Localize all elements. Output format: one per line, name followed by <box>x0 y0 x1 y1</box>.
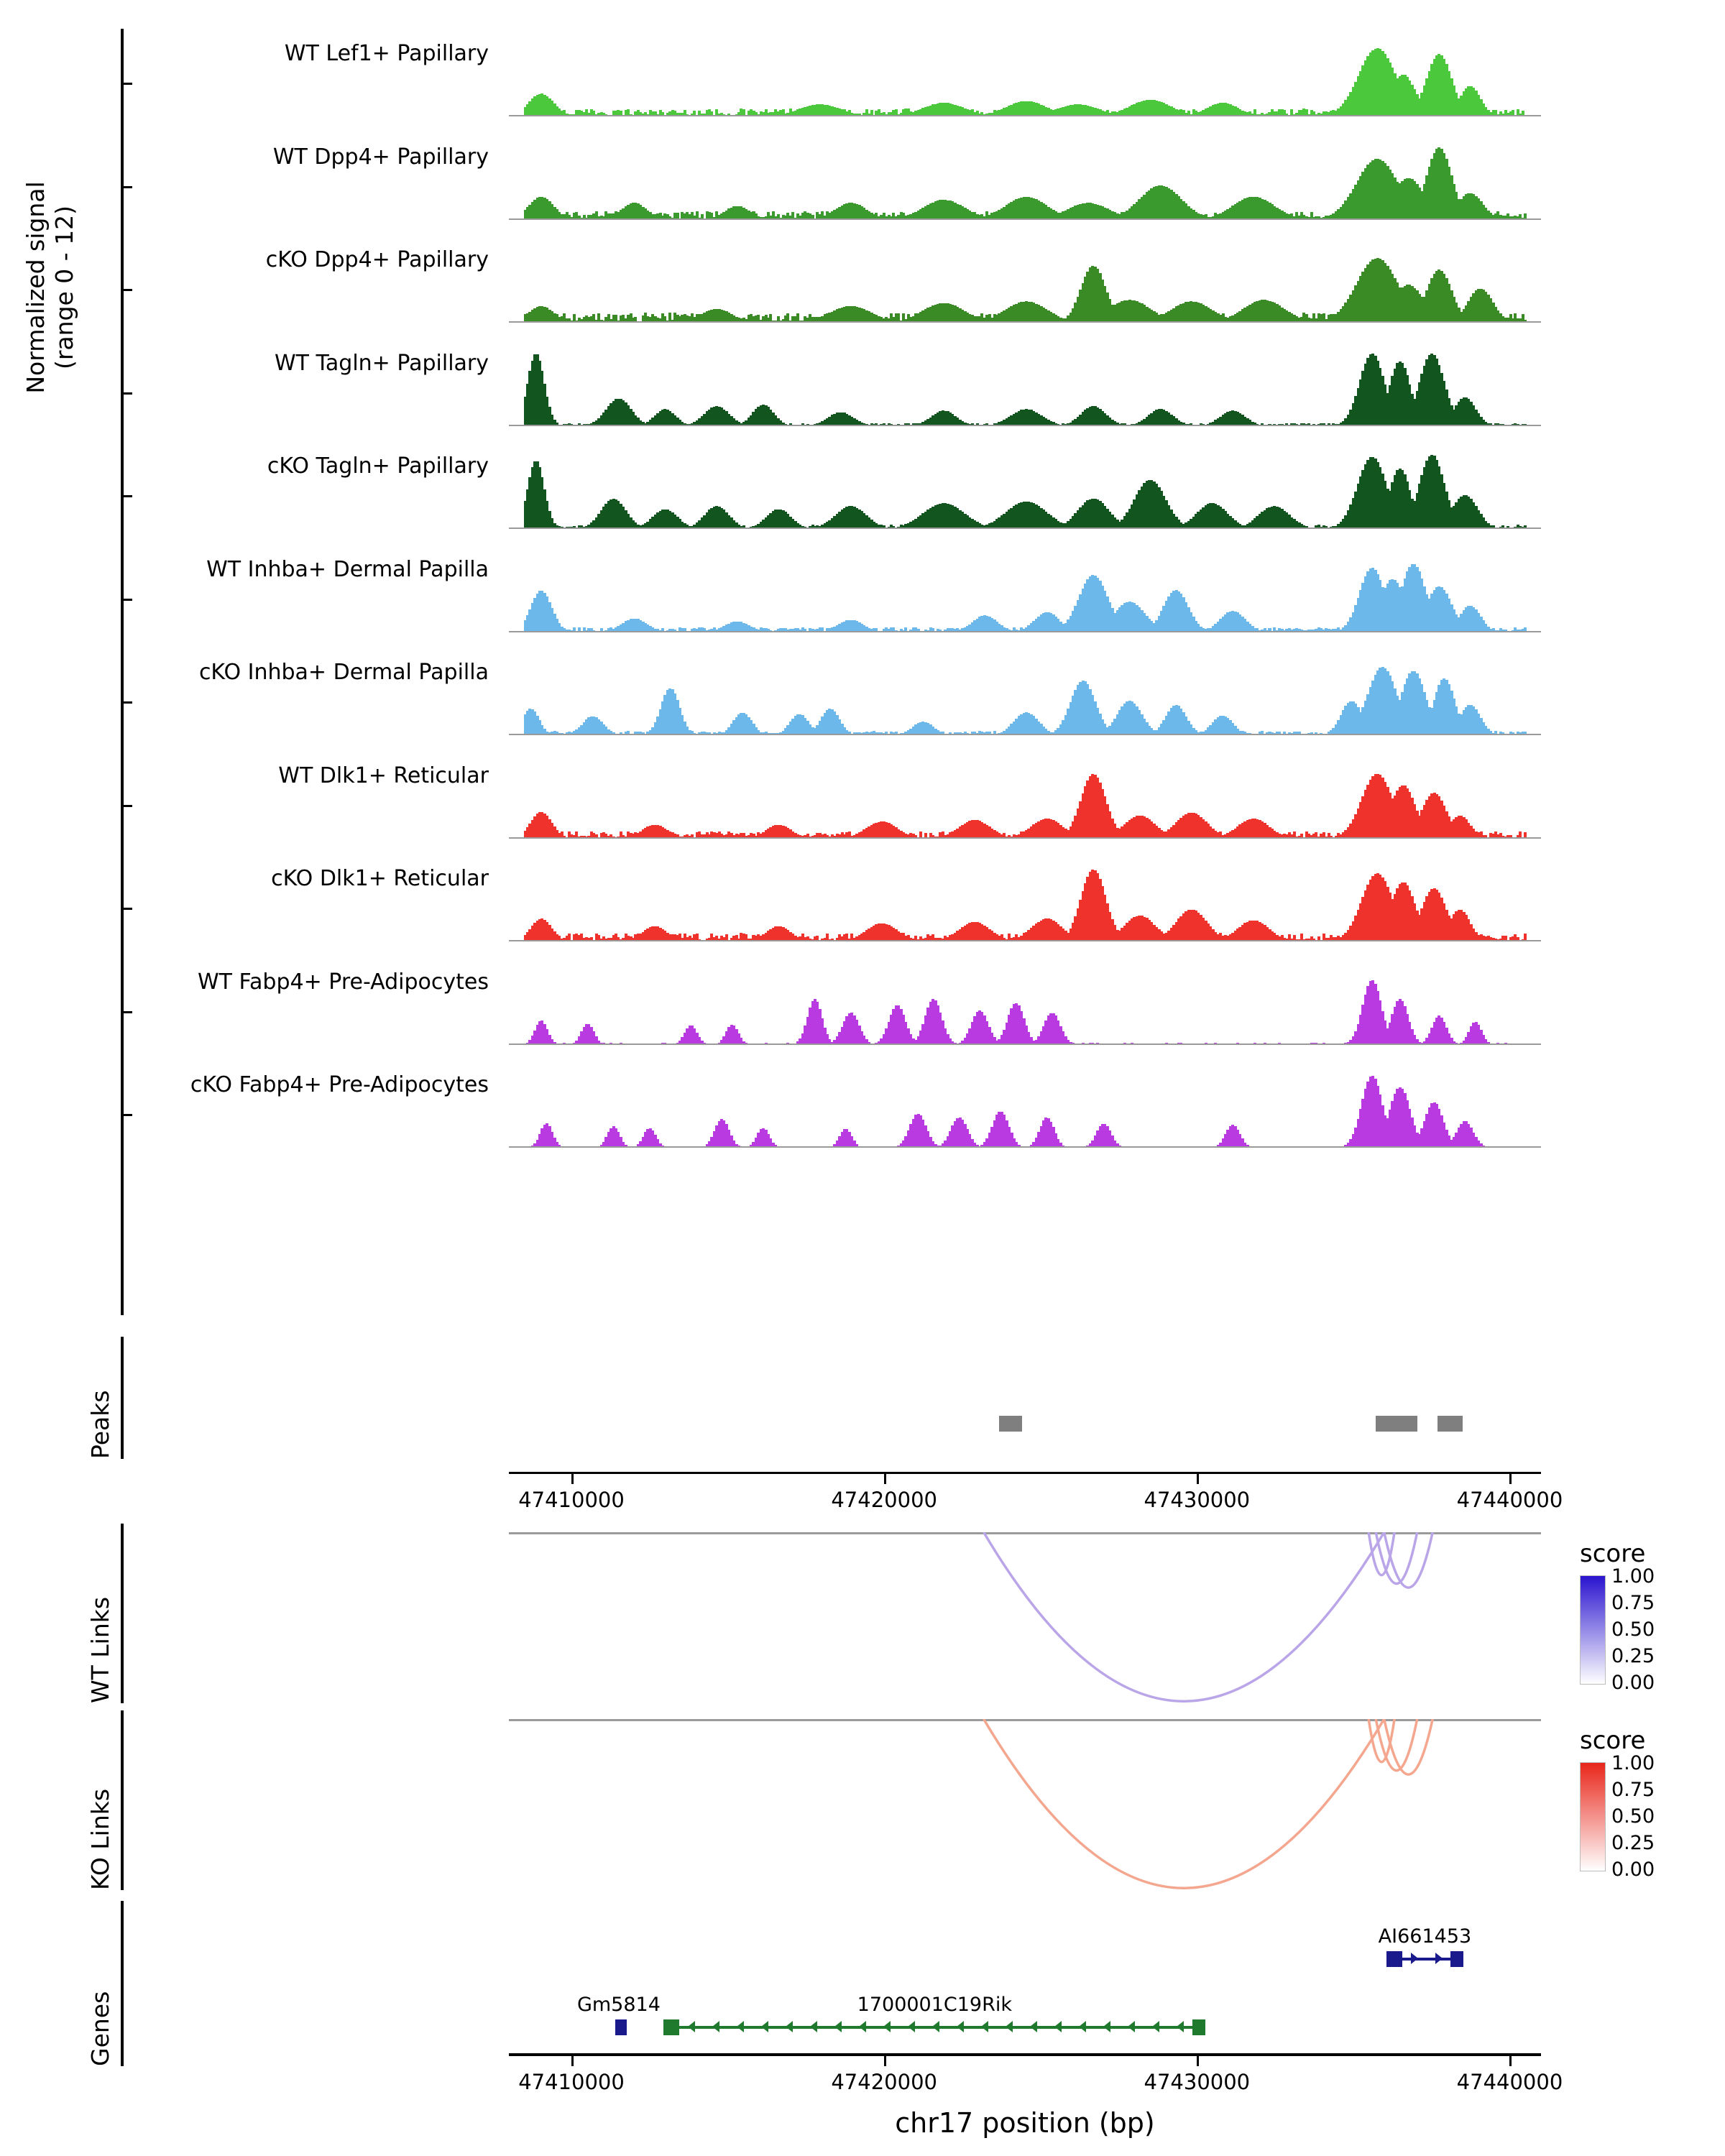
track-baseline <box>509 115 1541 116</box>
track-label: cKO Dpp4+ Papillary <box>265 247 489 272</box>
gene-strand-arrow <box>737 2021 744 2032</box>
track-signal-area <box>509 37 1541 116</box>
axis-tick-label: 47440000 <box>1456 2070 1563 2094</box>
ko-links-legend <box>1580 1726 1655 1881</box>
coverage-track-row <box>0 966 1725 1045</box>
link-arc <box>984 1719 1384 1888</box>
y-axis-tick <box>121 1011 132 1013</box>
axis-tick-label: 47440000 <box>1456 1488 1563 1512</box>
wt-links-bracket <box>121 1524 124 1703</box>
gene-strand-arrow <box>810 2021 817 2032</box>
wt-links-section-label: WT Links <box>86 1596 114 1703</box>
track-signal-area <box>509 450 1541 529</box>
gene-strand-arrow <box>1103 2021 1110 2032</box>
peaks-track <box>509 1337 1541 1459</box>
genes-bracket <box>121 1901 124 2066</box>
y-axis-tick <box>121 805 132 807</box>
gene-exon <box>1450 1951 1463 1967</box>
peaks-section-label: Peaks <box>86 1390 114 1459</box>
y-axis-tick <box>121 186 132 188</box>
gene-strand-arrow <box>688 2021 695 2032</box>
x-axis-title: chr17 position (bp) <box>895 2107 1155 2139</box>
gene-strand-arrow <box>932 2021 939 2032</box>
legend-tick: 0.00 <box>1611 1858 1655 1881</box>
axis-tick <box>1197 1474 1199 1484</box>
y-axis-tick <box>121 599 132 601</box>
gene-strand-arrow <box>1177 2021 1184 2032</box>
wt-links-arcs <box>509 1532 1541 1705</box>
legend-tick: 0.50 <box>1611 1805 1655 1828</box>
axis-line <box>509 1472 1541 1474</box>
track-signal-area <box>509 141 1541 220</box>
axis-tick-label: 47410000 <box>518 1488 625 1512</box>
gene-strand-arrow <box>1435 1953 1443 1964</box>
track-label: cKO Inhba+ Dermal Papilla <box>198 660 489 685</box>
track-baseline <box>509 321 1541 323</box>
genes-section-label: Genes <box>86 1991 114 2066</box>
track-baseline <box>509 734 1541 735</box>
y-axis-label-line1: Normalized signal <box>22 181 50 394</box>
legend-tick: 0.75 <box>1611 1779 1655 1801</box>
legend-tick: 0.25 <box>1611 1645 1655 1667</box>
gene-strand-arrow <box>1152 2021 1159 2032</box>
coverage-track-row <box>0 141 1725 220</box>
track-signal-area <box>509 347 1541 426</box>
track-signal-area <box>509 244 1541 323</box>
legend-tick: 0.00 <box>1611 1672 1655 1694</box>
axis-tick <box>1197 2056 1199 2066</box>
gene-strand-arrow <box>1054 2021 1062 2032</box>
track-baseline <box>509 940 1541 941</box>
coverage-track-row <box>0 1069 1725 1148</box>
track-label: WT Inhba+ Dermal Papilla <box>206 556 489 582</box>
track-label: WT Tagln+ Papillary <box>275 350 489 376</box>
track-label: WT Dpp4+ Papillary <box>272 144 489 170</box>
track-label: cKO Fabp4+ Pre-Adipocytes <box>190 1072 489 1097</box>
gene-body[interactable] <box>663 2019 1205 2035</box>
gene-strand-arrow <box>1030 2021 1037 2032</box>
track-label: WT Lef1+ Papillary <box>284 41 489 66</box>
track-label: cKO Tagln+ Papillary <box>267 453 489 479</box>
gene-strand-arrow <box>908 2021 915 2032</box>
legend-tick: 0.75 <box>1611 1592 1655 1614</box>
gene-strand-arrow <box>786 2021 793 2032</box>
peak-box <box>1376 1416 1417 1432</box>
gene-label: AI661453 <box>1378 1925 1472 1948</box>
gene-strand-arrow <box>1079 2021 1086 2032</box>
track-signal-area <box>509 966 1541 1045</box>
y-axis-tick <box>121 392 132 395</box>
axis-tick <box>571 2056 574 2066</box>
axis-tick <box>884 2056 886 2066</box>
ko-links-section-label: KO Links <box>86 1788 114 1890</box>
wt-links-legend-ticks <box>1611 1567 1655 1700</box>
axis-tick <box>1509 1474 1512 1484</box>
track-baseline <box>509 218 1541 220</box>
track-signal-area <box>509 760 1541 839</box>
genes-track <box>509 1901 1541 2066</box>
gene-label: Gm5814 <box>576 1994 661 2016</box>
track-label: WT Fabp4+ Pre-Adipocytes <box>198 969 489 995</box>
gene-strand-arrow <box>1128 2021 1135 2032</box>
track-baseline <box>509 1146 1541 1148</box>
gene-strand-arrow <box>834 2021 842 2032</box>
track-baseline <box>509 631 1541 632</box>
axis-tick-label: 47420000 <box>831 2070 937 2094</box>
gene-strand-arrow <box>957 2021 964 2032</box>
axis-tick-label: 47410000 <box>518 2070 625 2094</box>
axis-tick <box>1509 2056 1512 2066</box>
y-axis-tick <box>121 701 132 704</box>
ko-links-bracket <box>121 1710 124 1890</box>
legend-tick: 0.50 <box>1611 1618 1655 1641</box>
ko-links-arcs <box>509 1719 1541 1892</box>
track-baseline <box>509 837 1541 839</box>
track-label: WT Dlk1+ Reticular <box>278 763 489 788</box>
link-arc <box>984 1532 1384 1701</box>
track-signal-area <box>509 656 1541 735</box>
gene-exon <box>1192 2019 1205 2035</box>
track-baseline <box>509 1044 1541 1045</box>
coverage-track-row <box>0 553 1725 632</box>
track-signal-area <box>509 1069 1541 1148</box>
wt-links-legend-title: score <box>1580 1539 1646 1568</box>
y-axis-tick <box>121 495 132 497</box>
gene-strand-arrow <box>1411 1953 1418 1964</box>
wt-links-legend-gradient <box>1580 1575 1606 1685</box>
gene-strand-arrow <box>712 2021 719 2032</box>
coverage-track-row <box>0 450 1725 529</box>
peak-box <box>999 1416 1022 1432</box>
gene-strand-arrow <box>859 2021 866 2032</box>
gene-body[interactable] <box>615 2019 622 2035</box>
legend-tick: 0.25 <box>1611 1832 1655 1854</box>
axis-tick-label: 47430000 <box>1144 1488 1251 1512</box>
coverage-track-row <box>0 656 1725 735</box>
track-baseline <box>509 528 1541 529</box>
ko-links-legend-title: score <box>1580 1726 1646 1755</box>
track-signal-area <box>509 862 1541 941</box>
legend-tick: 1.00 <box>1611 1565 1655 1588</box>
wt-links-legend <box>1580 1539 1655 1694</box>
coverage-track-row <box>0 37 1725 116</box>
gene-exon <box>1386 1951 1402 1967</box>
gene-strand-arrow <box>1006 2021 1013 2032</box>
peaks-bracket <box>121 1337 124 1459</box>
gene-body[interactable] <box>1386 1951 1464 1967</box>
gene-strand-arrow <box>883 2021 891 2032</box>
peak-box <box>1438 1416 1462 1432</box>
ko-links-legend-ticks <box>1611 1754 1655 1886</box>
y-axis-tick <box>121 908 132 910</box>
track-label: cKO Dlk1+ Reticular <box>271 866 489 891</box>
ko-links-legend-gradient <box>1580 1762 1606 1871</box>
y-axis-label-line2: (range 0 - 12) <box>50 205 78 370</box>
axis-tick <box>571 1474 574 1484</box>
legend-tick: 1.00 <box>1611 1752 1655 1774</box>
track-baseline <box>509 425 1541 426</box>
gene-exon <box>615 2019 627 2035</box>
gene-exon <box>663 2019 679 2035</box>
axis-tick-label: 47430000 <box>1144 2070 1251 2094</box>
coverage-track-row <box>0 862 1725 941</box>
coverage-track-row <box>0 760 1725 839</box>
y-axis-tick <box>121 83 132 85</box>
gene-label: 1700001C19Rik <box>857 1994 1013 2016</box>
coverage-track-row <box>0 244 1725 323</box>
y-axis-tick <box>121 289 132 291</box>
gene-strand-arrow <box>981 2021 988 2032</box>
axis-tick-label: 47420000 <box>831 1488 937 1512</box>
axis-tick <box>884 1474 886 1484</box>
gene-strand-arrow <box>761 2021 768 2032</box>
axis-line <box>509 2054 1541 2056</box>
coverage-track-row <box>0 347 1725 426</box>
track-signal-area <box>509 553 1541 632</box>
y-axis-tick <box>121 1114 132 1116</box>
